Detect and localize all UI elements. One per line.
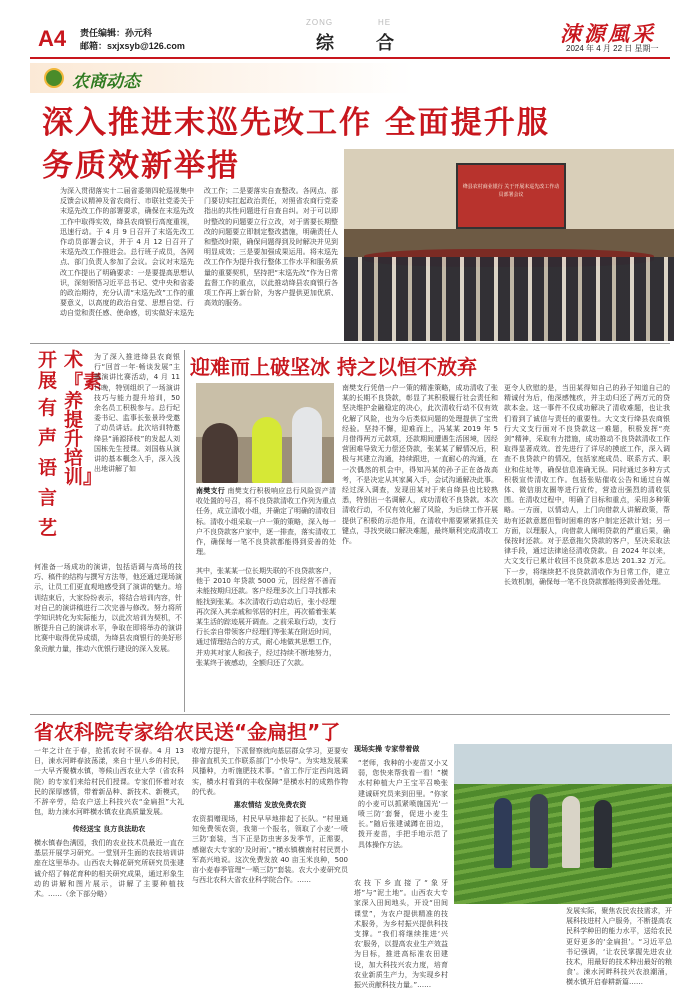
agri-col3-b: 农技下乡直接了“象牙塔”与“泥土地”。山西农大专家深入田间地头，开设“田间课堂”，为农户提供精准的技术服务，为乡村振兴提供科技支撑。“我们将继续推进‘兴农’服务，以提高农业生产效益为目标，推进高标准农田建设，加大科技兴农力度，培育农业新质生产力，为实现乡村振兴贡献科技力量。”…… <box>354 879 448 990</box>
photo-farmer-2 <box>530 794 548 868</box>
agri-col2-b: 农资捐赠现场，村民早早地排起了长队。“村里通知免费领农资，我第一个报名，领取了小麦‘一喷三防’套装，当下正是防虫害多发季节，正需要，感谢农大专家的‘及时雨’。”横水镇横南村村民贾小军高兴地说。这次免费发放 40 亩玉米良种，500 亩小麦春季管理“一喷三防”套装。农大小麦研究员与西北农科大省农业科学院合作。…… <box>192 815 348 885</box>
agri-col3-subhead: 现场实操 专家带着做 <box>354 745 420 753</box>
lead-bottom-rule <box>30 343 670 344</box>
section-pinyin-left: ZONG <box>306 18 334 27</box>
art-body-bottom: 何准备一场成功的演讲，包括语调与高场的技巧、稿件的结构与撰写方法等，他还通过现场演示，让员工们更直观地感受到了演讲的魅力。培训结束后，大家纷纷表示，将结合培训内容，针对自己的演讲稿进行二次完善与修改。努力将所学知识转化为实际能力，以此次培训为契机，不断提升自己的演讲水平，争取在即将举办的演讲比赛中取得优异成绩，为绛县农商银行的美好形象贡献力量，推动六优银行建设的深入发展。 <box>34 563 182 653</box>
email-label: 邮箱：sxjxsyb@126.com <box>80 41 185 51</box>
lead-photo <box>344 149 674 341</box>
agri-headline: 省农科院专家给农民送“金扁担”了 <box>34 720 341 744</box>
agri-col4: 发展实际，聚焦农民农技需求，开展科技进村入户服务，不断提高农民科学种田的能力水平，送给农民更好更多的‘金扁担’。“习近平总书记强调，‘让农民掌握先进农业技术，用最好的技术种出最好的粮食’。涑水河畔科技兴农浪潮涌，横水镇开启春耕新篇…… <box>566 907 672 987</box>
photo-person-seated <box>202 423 238 483</box>
photo-person-vest <box>252 417 282 483</box>
middle-bottom-rule <box>30 714 670 715</box>
lead-headline-line2: 务质效新举措 <box>42 148 240 184</box>
art-title-col-b: 术 <box>64 349 84 371</box>
photo-screen <box>456 163 566 229</box>
agri-col1-subhead: 传经送宝 良方良法助农 <box>72 825 146 833</box>
recovery-col2: 其中，张某某一位长期失联的不良贷款客户，他于 2010 年贷款 5000 元，因经营不善而未能按期归还款。客户经理多次上门寻找都未能找到张某。本次清收行动启动后，张小经理再次深入其亲戚和邻居的村庄，再次循着张某某生活的踪迹展开调查。之前采取行动，支行行长亲自带领客户经理们等张某在附近时问，通过情理结合的方式，耐心地做其思想工作，并劝其对家人和孩子，经过持续不断地努力，张某终于被感动，全额归还了欠款。 <box>196 567 336 667</box>
agri-col2-a: 收增方提升，下派督察就向基层群众学习，更要安排省直机关工作联系部门“小快导”。为实地发展乘风播种，力听施肥技术事。“省工作厅定西向选调实，横水村看到的丰收保障”是横水村的成熟作物的代表。 <box>192 747 348 796</box>
art-divider <box>184 350 185 712</box>
recovery-headline: 迎难而上破坚冰 持之以恒不放弃 <box>190 355 477 379</box>
photo-screen-text: 绛县农村商业银行 关于开展末巡先改工作动员部署会议 <box>462 184 560 198</box>
issue-date: 2024 年 4 月 22 日 星期一 <box>566 44 659 53</box>
art-body-top: 为了深入推进绛县农商银行“回首一年·畅谈发展”主题演讲比赛活动，4 月 11 日晚，特别组织了一场演讲技巧与能力提升培训，50 余名员工积极参与。总行纪委书记、监事长张景玲受邀了动员讲话。此次培训特邀绛县“涌源择枝”的发起人刘国栋先生授课。刘国栋从演讲的基本概念入手，深入浅出地讲解了如 <box>94 353 180 474</box>
paper-name: 涑源風采 <box>560 21 656 46</box>
recovery-caption-source: 南樊支行 <box>196 487 226 495</box>
recovery-caption-text: 南樊支行积极响应总行风险资产清收处置的号召，将不良贷款清收工作列为重点任务，成立清收小组，并确定了明确的清收目标。清收小组采取一户一策的策略，深入每一户不良贷款客户家中，逐一排查，落实清收工作，确保每一笔不良贷款都能得到妥善的处理。 <box>196 487 337 557</box>
photo-farmer-3 <box>562 796 580 868</box>
section-pinyin-right: HE <box>378 18 392 27</box>
recovery-photo <box>196 383 334 483</box>
agri-col1-b: 横水镇春色满园，我们的农业技术员最近一直在基层开展学习研究。一堂别开生面的农技培训讲座在这里举办。山西农大棉花研究所研究员张建诚介绍了棉花育种的相关研究成果，通过形象生动的讲解和图片展示，讲解了主要种植技术。……（余下部分略） <box>34 839 184 899</box>
art-title-col-c: 『素养提升培训』 <box>64 371 103 488</box>
photo-attendees <box>344 257 674 341</box>
agri-col3-a: “老师，我种的小麦苗又小又弱，您快来帮我看一看！”横水村种植大户王宝平召唤张建诚研究员来到田里。“你家的小麦可以抓紧喷施国光‘一喷三防’套餐，促进小麦生长。”随后张建诚蹲在田边，拨开麦苗，手把手地示范了具体操作方法。 <box>358 759 448 849</box>
art-title-col-a: 开展 <box>38 349 58 392</box>
leaf-logo-icon <box>44 68 64 88</box>
page-number: A4 <box>38 26 67 51</box>
masthead-rule <box>30 57 670 59</box>
section-title-left: 综 <box>316 33 334 54</box>
agri-col2-subhead: 惠农情结 发放免费农资 <box>233 801 307 809</box>
photo-farmer-4 <box>594 800 612 868</box>
section-title-right: 合 <box>376 33 394 54</box>
lead-body: 为深入贯彻落实十二届省委第四轮巡视集中反馈会议精神及省农商行、市联社党委关于末巡先改工作的部署要求，确保在末巡先改工作中取得实效，绛县农商银行高度重视，迅速行动。于 4 月 9 日召开了末巡先改工作动员部署会议，并于 4 月 12 日召开了末巡先改工作推进会。总行班子成员，各网点、部门负责人参加了会议。会议对末巡先改工作提出了明确要求：一是要提高思想认识，深刻领悟习近平总书记、党中央和省委的政治期待，充分认清“末巡先改”工作的重要意义，以高度的政治自觉、思想自觉、行动自觉和责任感、使命感，切实做好末巡先改工作；二是要落实自查整改。各网点、部门要切实扛起政治责任，对照省农商行党委指出的共性问题进行自查自纠。对于可以即时整改的问题要立行立改，对于需要长期整改的问题要立即制定整改措施，明确责任人和整改时限，确保问题得到及时解决并见到明显成效；三是要加强成果运用。将末巡先改工作作为提升我行整体工作水平和服务质量的重要契机，坚持把“末巡先改”作为日常监督工作的重点，以此推动绛县农商银行各项工作再上新台阶，为客户提供更加优质、高效的服务。 <box>60 187 338 318</box>
photo-person-standing <box>292 407 322 483</box>
column-brand-banner <box>30 63 670 93</box>
agri-col1-a: 一年之计在于春，抢抓农时不误春。4 月 13 日，涑水河畔春波荡漾，来自十里八乡的村民，一大早齐聚横水镇，等候山西农业大学（省农科院）的专家们来给村民们授课。专家们怀着对农民的深厚感情，带着新品种、新技术、新模式，不辞辛劳，给农户送上科技兴农“金扁担”大礼包，助力涑水河畔横水镇农业高质量发展。 <box>34 747 184 817</box>
photo-farmer-1 <box>494 798 512 868</box>
photo-sky <box>454 744 672 784</box>
art-title-col-d: 有声语言艺 <box>38 397 58 539</box>
recovery-col4: 更令人欣慰的是，当田某得知自己的孙子知道自己的精诚付为后，他深感愧疚，并主动归还了两万元的贷款本金。这一事件不仅成功解决了清收难题，也让我们看到了诚信与责任的重要性。大文支行绛县农商银行大文支行面对不良贷款这一难题，积极发挥“亮剑”精神，采取有力措施，成功推动不良贷款清收工作取得显著成效。首先进行了详尽的摸底工作，深入调查不良贷款户的情况，包括家庭成员、联系方式、职业和住址等，确保信息准确无误。同时通过多种方式积极宣传清收工作。包括张贴催收公告和通过自媒体、微信朋友圈等进行宣传，营造出强烈的清收氛围。在清收过程中，明确了目标和重点，采用多种策略。一方面，以情动人，上门向借款人讲解政策，帮助有还款意愿但暂时困难的客户制定还款计划；另一方面，以理服人，向借款人阐明贷款的严重后果，确保按时还款。对于恶意拖欠贷款的客户，坚决采取法律手段，通过法律途径清收贷款。自 2024 年以来，大文支行已累计收回不良贷款本息达 201.32 万元。下一步，将继续把不良贷款清收作为日常工作，建立长效机制，确保每一笔不良贷款都能得到妥善处理。 <box>504 384 670 586</box>
column-brand-label: 农商动态 <box>72 72 140 92</box>
agri-photo <box>454 744 672 904</box>
recovery-col3: 南樊支行凭借一户一策的精准策略，成功清收了张某的长期不良贷款，彰显了其积极履行社会责任和坚决维护金融稳定的决心，此次清收行动不仅有效化解了风险，也为今后类似问题的处理提供了宝贵经验。坚持不懈，迎难而上，冯某某 2019 年 5 月借得两万元款项，还款期间遭遇生活困境，因经营困难导致无力偿还贷款，张某某了解情况后，积极与其建立沟通，持续跟进，一直耐心的沟通，在一次偶然的机会中，得知冯某的孙子正在备战高考，不是决定从其家属入手，会试沟通解决此事。经过深入调查，发现田某对于来自绛县也比较熟悉，特别出一名调解人，成功清收不良贷款。本次清收行动，不仅有效化解了风险，为后续工作开展提供了积极的示范作用，在清收中需要紧紧抓住关键点，寻找突破口解决难题，最终顺利完成清收工作。 <box>342 384 498 546</box>
lead-headline-line1: 深入推进末巡先改工作 全面提升服 <box>42 105 550 141</box>
masthead <box>0 0 700 58</box>
editor-label: 责任编辑：孙元科 <box>80 28 153 38</box>
recovery-caption <box>196 486 336 566</box>
